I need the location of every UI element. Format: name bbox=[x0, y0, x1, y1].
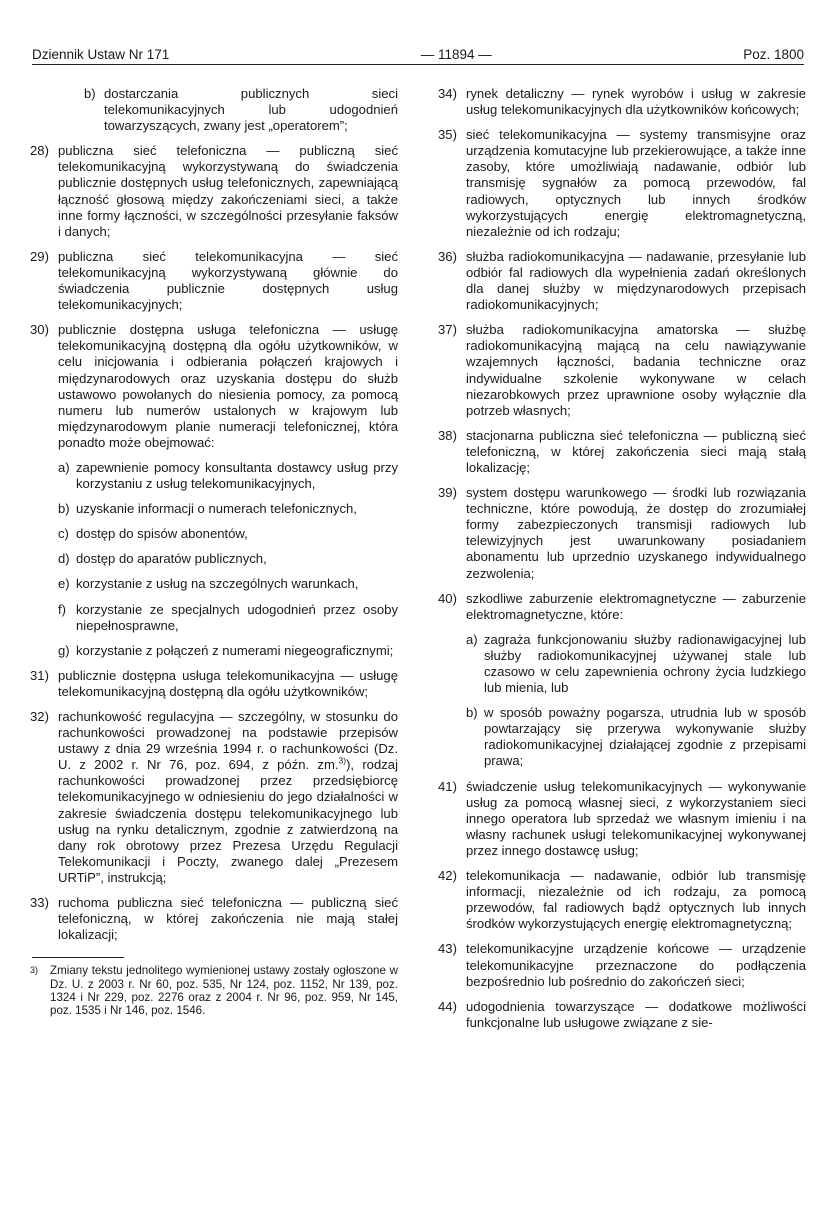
item-text: służba radiokomunikacyjna — nadawanie, przesyłanie lub odbiór fal radiowych dla wypełnienia zadań określonych dla danej służby w międzynarodowych przepisach radiokomunikacyjnych; bbox=[466, 248, 806, 313]
subitem-40-a: a) zagraża funkcjonowaniu służby radionawigacyjnej lub służby radiokomunikacyjnej używanej stale lub czasowo w celu zapewnienia ochrony życia ludzkiego lub mienia, lub bbox=[466, 631, 806, 696]
item-41: 41) świadczenie usług telekomunikacyjnych — wykonywanie usług za pomocą własnej sieci, z wykorzystaniem sieci innego operatora lub sprzedaż we własnym imieniu i na własny rachunek usługi telekomunikacyjnej wykonywanej przez innego dostawcę usług; bbox=[438, 778, 806, 858]
footnote-ref: 3) bbox=[338, 755, 347, 766]
right-column bbox=[438, 86, 806, 1040]
subitem-30-a: a) zapewnienie pomocy konsultanta dostawcy usług przy korzystaniu z usług telekomunikacyjnych, bbox=[58, 459, 398, 492]
item-text: telekomunikacyjne urządzenie końcowe — urządzenie telekomunikacyjne przeznaczone do podłączenia bezpośrednio lub pośrednio do zakończeń sieci; bbox=[466, 941, 806, 989]
item-42: 42) telekomunikacja — nadawanie, odbiór lub transmisję informacji, niezależnie od ich rodzaju, za pomocą przewodów, fal radiowych bądź optycznych lub innych środków wykorzystujących energię elektromagnetyczną; bbox=[438, 868, 806, 932]
subitem-30-c: c) dostęp do spisów abonentów, bbox=[58, 526, 248, 542]
item-text: publicznie dostępna usługa telekomunikacyjna — usługę telekomunikacyjną dostępną dla ogółu użytkowników; bbox=[58, 667, 398, 699]
page-number: — 11894 — bbox=[420, 47, 492, 62]
item-text: rachunkowość regulacyjna — szczególny, w stosunku do rachunkowości prowadzonej na podstawie przepisów ustawy z dnia 29 września 1994 r. o rachunkowości (Dz. U. z 2002 r. Nr 76, poz. 694, z późn. zm.$^{3)}$), rodzaj rachunkowości prowadzonej przez przedsiębiorcę telekomunikacyjnego w odniesieniu do jego działalności w zakresie świadczenia dostępu telekomunikacyjnego lub usług na rynku detalicznym, zgodnie z zatwierdzoną na dany rok obrotowy przez Prezesa Urzędu Regulacji Telekomunikacji i Poczty, zwanego dalej „Prezesem URTiP”, instrukcją; bbox=[58, 709, 398, 885]
item-35: 35) sieć telekomunikacyjna — systemy transmisyjne oraz urządzenia komutacyjne lub przekierowujące, a także inne zasoby, które umożliwiają nadawanie, odbiór lub transmisję sygnałów za pomocą przewodów, fal radiowych, optycznych lub innych środków wykorzystujących energię elektromagnetyczną, niezależnie od ich rodzaju; bbox=[438, 127, 806, 239]
item-37: 37) służba radiokomunikacyjna amatorska — służbę radiokomunikacyjną mającą na celu nawiązywanie wzajemnych łączności, badania techniczne oraz indywidualne szkolenie wykonywane w celach niezarobkowych przez uprawnione osoby wyłącznie dla potrzeb własnych; bbox=[438, 322, 806, 418]
item-34: 34) rynek detaliczny — rynek wyrobów i usług w zakresie usług telekomunikacyjnych dla użytkowników końcowych; bbox=[438, 86, 806, 118]
page-header bbox=[32, 42, 804, 62]
subitem-30-f: f) korzystanie ze specjalnych udogodnień przez osoby niepełnosprawne, bbox=[58, 601, 398, 633]
item-text: ruchoma publiczna sieć telefoniczna — publiczną sieć telefoniczną, w której zakończenia nie mają stałej lokalizacji; bbox=[58, 895, 398, 943]
subitem-27-b: b) dostarczania publicznych sieci telekomunikacyjnych lub udogodnień towarzyszących, zwany jest „operatorem”; bbox=[84, 86, 398, 134]
item-32: 32) rachunkowość regulacyjna — szczególny, w stosunku do rachunkowości prowadzonej na podstawie przepisów ustawy z dnia 29 września 1994 r. o rachunkowości (Dz. U. z 2002 r. Nr 76, poz. 694, z późn. zm.$^{3)}$), rodzaj rachunkowości prowadzonej przez przedsiębiorcę telekomunikacyjnego w odniesieniu do jego działalności w zakresie świadczenia dostępu telekomunikacyjnego lub usług na rynku detalicznym, zgodnie z zatwierdzoną na dany rok obrotowy przez Prezesa Urzędu Regulacji Telekomunikacji i Poczty, zwanego dalej „Prezesem URTiP”, instrukcją; bbox=[30, 709, 398, 885]
item-text: stacjonarna publiczna sieć telefoniczna — publiczną sieć telefoniczną, w której zakończenia sieci mają stałą lokalizację; bbox=[466, 427, 806, 475]
item-30: 30) publicznie dostępna usługa telefoniczna — usługę telekomunikacyjną dostępną dla ogółu użytkowników, w celu inicjowania i odbierania połączeń krajowych i międzynarodowych oraz uzyskania dostępu do służb ustawowo powołanych do niesienia pomocy, za pomocą numeru lub numerów ustalonych w krajowym lub międzynarodowym planie numeracji telefonicznej, która ponadto może obejmować: a) zapewnienie pomocy konsultanta dostawcy usług przy korzystaniu z usług telekomunikacyjnych, b) uzyskanie informacji o numerach telefonicznych, c) dostęp do spisów abonentów, d) dostęp do aparatów publicznych, e) korzystanie z usług na szczególnych warunkach, f) korzystanie ze specjalnych udogodnień przez osoby niepełnosprawne, g) korzystanie z połączeń z numerami niegeograficznymi; bbox=[30, 322, 398, 658]
item-29: 29) publiczna sieć telekomunikacyjna — sieć telekomunikacyjną wykorzystywaną głównie do świadczenia publicznie dostępnych usług telekomunikacyjnych; bbox=[30, 248, 398, 313]
item-44: 44) udogodnienia towarzyszące — dodatkowe możliwości funkcjonalne lub usługowe związane z sie- bbox=[438, 998, 806, 1030]
subitem-30-e: e) korzystanie z usług na szczególnych warunkach, bbox=[58, 576, 359, 592]
item-39: 39) system dostępu warunkowego — środki lub rozwiązania techniczne, które powodują, że dostęp do zrozumiałej formy zabezpieczonych transmisji radiowych lub telewizyjnych jest uwarunkowany posiadaniem abonamentu lub uprzednio uzyskanego indywidualnego zezwolenia; bbox=[438, 485, 806, 581]
item-text: rynek detaliczny — rynek wyrobów i usług w zakresie usług telekomunikacyjnych dla użytkowników końcowych; bbox=[466, 86, 806, 118]
item-text: udogodnienia towarzyszące — dodatkowe możliwości funkcjonalne lub usługowe związane z sie- bbox=[466, 998, 806, 1030]
item-33: 33) ruchoma publiczna sieć telefoniczna — publiczną sieć telefoniczną, w której zakończenia nie mają stałej lokalizacji; bbox=[30, 895, 398, 943]
position-number: Poz. 1800 bbox=[743, 47, 804, 62]
item-28: 28) publiczna sieć telefoniczna — publiczną sieć telekomunikacyjną wykorzystywaną do świadczenia publicznie dostępnych usług telefonicznych, zapewniającą łączność głosową między zakończeniami sieci, a także inne formy łączności, w szczególności przesyłanie faksów i danych; bbox=[30, 143, 398, 239]
item-31: 31) publicznie dostępna usługa telekomunikacyjna — usługę telekomunikacyjną dostępną dla ogółu użytkowników; bbox=[30, 667, 398, 699]
item-36: 36) służba radiokomunikacyjna — nadawanie, przesyłanie lub odbiór fal radiowych dla wypełnienia zadań określonych dla danej służby w międzynarodowych przepisach radiokomunikacyjnych; bbox=[438, 248, 806, 313]
left-column bbox=[30, 86, 398, 1017]
journal-title: Dziennik Ustaw Nr 171 bbox=[32, 47, 170, 62]
subitem-30-b: b) uzyskanie informacji o numerach telefonicznych, bbox=[58, 501, 357, 517]
subitem-30-d: d) dostęp do aparatów publicznych, bbox=[58, 551, 267, 567]
item-38: 38) stacjonarna publiczna sieć telefoniczna — publiczną sieć telefoniczną, w której zakończenia sieci mają stałą lokalizację; bbox=[438, 427, 806, 475]
item-text: świadczenie usług telekomunikacyjnych — wykonywanie usług za pomocą własnej sieci, z wykorzystaniem sieci innego operatora lub sprzedaż we własnym imieniu i na własny rachunek usługi telekomunikacyjnej wykonywanej przez innego dostawcę usług; bbox=[466, 778, 806, 858]
footnote-3: 3) Zmiany tekstu jednolitego wymienionej ustawy zostały ogłoszone w Dz. U. z 2003 r. Nr 60, poz. 535, Nr 124, poz. 1152, Nr 139, poz. 1324 i Nr 229, poz. 2276 oraz z 2004 r. Nr 96, poz. 959, Nr 145, poz. 1535 i Nr 146, poz. 1546. bbox=[30, 964, 398, 1017]
item-text: publiczna sieć telefoniczna — publiczną sieć telekomunikacyjną wykorzystywaną do świadczenia publicznie dostępnych usług telefonicznych, zapewniającą łączność głosową między zakończeniami sieci, a także inne formy łączności, w szczególności przesyłanie faksów i danych; bbox=[58, 143, 398, 239]
subitem-text: dostarczania publicznych sieci telekomunikacyjnych lub udogodnień towarzyszących, zwany jest „operatorem”; bbox=[104, 86, 398, 134]
item-text: szkodliwe zaburzenie elektromagnetyczne — zaburzenie elektromagnetyczne, które: bbox=[466, 590, 806, 622]
item-43: 43) telekomunikacyjne urządzenie końcowe — urządzenie telekomunikacyjne przeznaczone do podłączenia bezpośrednio lub pośrednio do zakończeń sieci; bbox=[438, 941, 806, 989]
subitem-40-b: b) w sposób poważny pogarsza, utrudnia lub w sposób powtarzający się przerywa wykonywanie służby radiokomunikacyjnej działającej zgodnie z przepisami prawa; bbox=[466, 705, 806, 769]
footnote-text: Zmiany tekstu jednolitego wymienionej ustawy zostały ogłoszone w Dz. U. z 2003 r. Nr 60, poz. 535, Nr 124, poz. 1152, Nr 139, poz. 1324 i Nr 229, poz. 2276 oraz z 2004 r. Nr 96, poz. 959, Nr 145, poz. 1535 i Nr 146, poz. 1546. bbox=[50, 964, 398, 1017]
item-text: publicznie dostępna usługa telefoniczna — usługę telekomunikacyjną dostępną dla ogółu użytkowników, w celu inicjowania i odbierania połączeń krajowych i międzynarodowych oraz uzyskania dostępu do służb ustawowo powołanych do niesienia pomocy, za pomocą numeru lub numerów ustalonych w krajowym lub międzynarodowym planie numeracji telefonicznej, która ponadto może obejmować: bbox=[58, 322, 398, 450]
header-divider bbox=[32, 64, 804, 65]
item-40: 40) szkodliwe zaburzenie elektromagnetyczne — zaburzenie elektromagnetyczne, które: a) zagraża funkcjonowaniu służby radionawigacyjnej lub służby radiokomunikacyjnej używanej stale lub czasowo w celu zapewnienia ochrony życia ludzkiego lub mienia, lub b) w sposób poważny pogarsza, utrudnia lub w sposób powtarzający się przerywa wykonywanie służby radiokomunikacyjnej działającej zgodnie z przepisami prawa; bbox=[438, 590, 806, 769]
continued-item-27 bbox=[30, 86, 398, 134]
subitem-30-g: g) korzystanie z połączeń z numerami niegeograficznymi; bbox=[58, 642, 394, 658]
item-text: telekomunikacja — nadawanie, odbiór lub transmisję informacji, niezależnie od ich rodzaju, za pomocą przewodów, fal radiowych bądź optycznych lub innych środków wykorzystujących energię elektromagnetyczną; bbox=[466, 868, 806, 932]
item-text: sieć telekomunikacyjna — systemy transmisyjne oraz urządzenia komutacyjne lub przekierowujące, a także inne zasoby, które umożliwiają nadawanie, odbiór lub transmisję sygnałów za pomocą przewodów, fal radiowych, optycznych lub innych środków wykorzystujących energię elektromagnetyczną, niezależnie od ich rodzaju; bbox=[466, 127, 806, 239]
item-text: służba radiokomunikacyjna amatorska — służbę radiokomunikacyjną mającą na celu nawiązywanie wzajemnych łączności, badania techniczne oraz indywidualne szkolenie wykonywane w celach niezarobkowych przez uprawnione osoby wyłącznie dla potrzeb własnych; bbox=[466, 322, 806, 418]
item-text: publiczna sieć telekomunikacyjna — sieć telekomunikacyjną wykorzystywaną głównie do świadczenia publicznie dostępnych usług telekomunikacyjnych; bbox=[58, 248, 398, 313]
item-text: system dostępu warunkowego — środki lub rozwiązania techniczne, które powodują, że dostęp do zrozumiałej formy zabezpieczonych transmisji radiowych lub telewizyjnych jest uwarunkowany posiadaniem abonamentu lub uprzednio uzyskanego indywidualnego zezwolenia; bbox=[466, 485, 806, 581]
footnote-divider bbox=[32, 957, 124, 958]
